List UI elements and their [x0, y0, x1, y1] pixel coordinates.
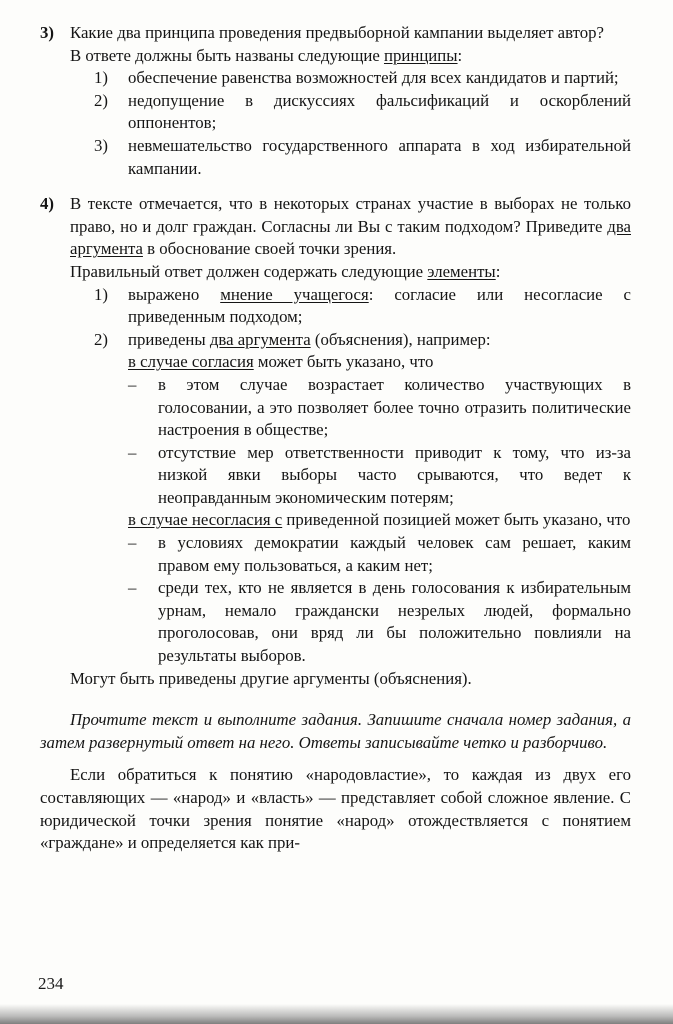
q4-list-item-1: [94, 284, 631, 329]
dash-point-text: отсутствие мер ответственности приводит к тому, что из-за низкой явки выборы часто срываются, что ведет к неоправданным экономическим потерям;: [158, 442, 631, 507]
dash-marker: –: [128, 374, 137, 394]
question-3-text: Какие два принципа проведения предвыборной кампании выделяет автор?: [70, 23, 604, 42]
agree-point-2: [128, 442, 631, 510]
list-item-text: недопущение в дискуссиях фальсификаций и оскорблений оппонентов;: [128, 90, 631, 133]
disagree-point-2: [128, 577, 631, 667]
disagree-case-header: в случае несогласия с приведенной позицией может быть указано, что: [128, 510, 631, 530]
list-item-text: приведены два аргумента (объяснения), например:: [128, 329, 491, 349]
list-item-text: выражено мнение учащегося: согласие или несогласие с приведенным подходом;: [128, 284, 631, 327]
q4-list-item-2: [94, 329, 631, 668]
list-item-number: 1): [94, 284, 108, 304]
question-4-answer-intro: Правильный ответ должен содержать следующие элементы:: [70, 261, 501, 281]
q3-list-item-3: [94, 135, 631, 180]
q4-item-2-body: [128, 329, 631, 668]
q3-list-item-2: [94, 90, 631, 135]
dash-point-text: в условиях демократии каждый человек сам решает, каким правом ему пользоваться, а каким нет;: [158, 533, 631, 575]
question-4: [40, 193, 631, 690]
body-paragraph: Если обратиться к понятию «народовластие», то каждая из двух его составляющих — «народ» и «власть» — представляет собой сложное явление. С юридической точки зрения понятие «народ» отождествляется с понятием «граждане» и определяется как при-: [40, 765, 631, 853]
question-3-body: [70, 22, 631, 180]
list-item-number: 1): [94, 68, 108, 88]
question-4-body: [70, 193, 631, 690]
question-3: [40, 22, 631, 180]
dash-marker: –: [128, 533, 137, 553]
list-item-number: 3): [94, 135, 108, 155]
list-item-number: 2): [94, 329, 108, 349]
question-4-number: 4): [40, 194, 54, 214]
dash-point-text: среди тех, кто не является в день голосования к избирательным урнам, немало граждански незрелых людей, формально проголосовав, они вряд ли бы положительно повлияли на результаты выборов.: [158, 578, 631, 666]
question-3-number: 3): [40, 23, 54, 42]
disagree-point-1: [128, 532, 631, 577]
agree-case-header: в случае согласия может быть указано, что: [128, 352, 434, 372]
question-3-answer-intro: В ответе должны быть названы следующие принципы:: [70, 45, 463, 65]
dash-marker: –: [128, 578, 137, 598]
dash-marker: –: [128, 442, 137, 462]
q3-list-item-1: [94, 67, 631, 90]
list-item-number: 2): [94, 90, 108, 110]
scan-shadow: [0, 1004, 673, 1024]
page-number: 234: [38, 974, 64, 993]
question-4-text: В тексте отмечается, что в некоторых странах участие в выборах не только право, но и долг граждан. Согласны ли Вы с таким подходом? Приведите два аргумента в обоснование своей точки зрения.: [70, 194, 631, 259]
instruction-paragraph: Прочтите текст и выполните задания. Запишите сначала номер задания, а затем развернутый ответ на него. Ответы записывайте четко и разборчиво.: [40, 710, 631, 752]
list-item-text: обеспечение равенства возможностей для всех кандидатов и партий;: [128, 68, 619, 88]
agree-point-1: [128, 374, 631, 442]
list-item-text: невмешательство государственного аппарата в ход избирательной кампании.: [128, 135, 631, 178]
dash-point-text: в этом случае возрастает количество участвующих в голосовании, а это позволяет более точно отразить политические настроения в обществе;: [158, 374, 631, 440]
closing-note: Могут быть приведены другие аргументы (объяснения).: [70, 668, 472, 688]
